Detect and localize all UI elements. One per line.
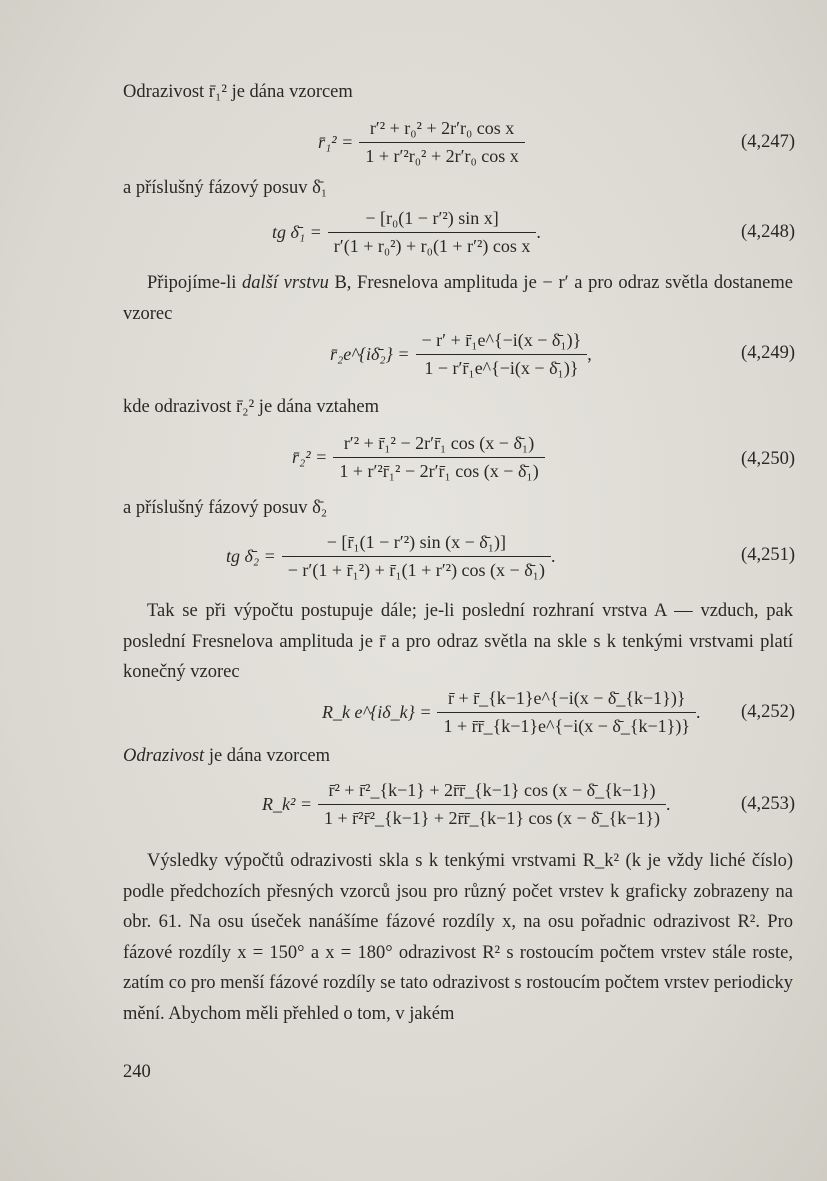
equation-4-248 [272, 208, 541, 257]
eq-numerator: r̄ + r̄_{k−1}e^{−i(x − δ̄_{k−1})} [447, 688, 686, 708]
paragraph-results: Výsledky výpočtů odrazivosti skla s k tenkými vrstvami R_k² (k je vždy liché číslo) podle předchozích přesných vzorců jsou pro různý počet vrstev k graficky zobrazeny na obr. 61. Na osu úseček nanášíme fázové rozdíly x, na osu pořadnic odrazivost R². Pro fázové rozdíly x = 150° a x = 180° odrazivost R² s rostoucím počtem vrstev stále roste, zatím co pro menší fázové rozdíly se tato odrazivost s rostoucím počtem vrstev periodicky mění. Abychom měli přehled o tom, v jakém [123, 851, 793, 1024]
equation-4-249 [330, 330, 592, 379]
eq-lhs: tg δ̄₁ = [272, 222, 322, 242]
equation-4-252 [322, 688, 700, 737]
eq-lhs: R_k e^{iδ_k} = [322, 702, 432, 722]
equation-4-251 [226, 532, 555, 581]
eq-fraction [328, 208, 537, 257]
eq-denominator: r′(1 + r₀²) + r₀(1 + r′²) cos x [333, 236, 531, 256]
text-run: B, Fresnelova amplituda je − r′ a pro odraz světla dostaneme vzorec [123, 273, 793, 324]
eq-numerator: r̄² + r̄²_{k−1} + 2r̄r̄_{k−1} cos (x − δ̄_{k−1}) [328, 780, 656, 800]
paragraph-continue: Tak se při výpočtu postupuje dále; je-li poslední rozhraní vrstva A — vzduch, pak poslední Fresnelova amplituda je r̄ a pro odraz světla na skle s k tenkými vrstvami platí konečný vzorec [123, 601, 793, 682]
eq-lhs: r̄₂² = [292, 447, 328, 467]
eq-denominator: 1 + r̄r̄_{k−1}e^{−i(x − δ̄_{k−1})} [443, 716, 690, 736]
eq-fraction [282, 532, 551, 581]
eq-denominator: − r′(1 + r̄₁²) + r̄₁(1 + r′²) cos (x − δ̄₁) [287, 560, 545, 580]
eq-tail: . [536, 222, 541, 242]
equation-number: (4,250) [741, 449, 795, 469]
phase-line-1: a příslušný fázový posuv δ̄₁ [123, 178, 328, 198]
page-number: 240 [123, 1062, 151, 1082]
eq-lhs: tg δ̄₂ = [226, 546, 276, 566]
emphasis: Odrazivost [123, 746, 205, 766]
phase-line-2: a příslušný fázový posuv δ̄₂ [123, 498, 328, 518]
eq-tail: . [666, 794, 671, 814]
eq-fraction [437, 688, 696, 737]
eq-denominator: 1 + r′²r₀² + 2r′r₀ cos x [365, 146, 519, 166]
eq-numerator: − [r₀(1 − r′²) sin x] [365, 208, 499, 228]
eq-numerator: − [r̄₁(1 − r′²) sin (x − δ̄₁)] [326, 532, 506, 552]
reflectivity-line-k [123, 746, 330, 767]
text-run: je dána vzorcem [204, 746, 331, 766]
text-run: Připojíme-li [147, 273, 243, 293]
equation-4-250 [292, 433, 545, 482]
eq-fraction [333, 433, 544, 482]
reflectivity-line-2: kde odrazivost r̄₂² je dána vztahem [123, 397, 379, 417]
eq-denominator: 1 + r̄²r̄²_{k−1} + 2r̄r̄_{k−1} cos (x − δ̄_{k−1}) [324, 808, 661, 828]
emphasis: další vrstvu [242, 273, 329, 293]
equation-number: (4,253) [741, 794, 795, 814]
eq-tail: . [695, 702, 701, 722]
eq-numerator: r′² + r₀² + 2r′r₀ cos x [369, 118, 515, 138]
eq-tail: , [587, 344, 592, 364]
eq-denominator: 1 + r′²r̄₁² − 2r′r̄₁ cos (x − δ̄₁) [339, 461, 539, 481]
eq-denominator: 1 − r′r̄₁e^{−i(x − δ̄₁)} [424, 358, 579, 378]
equation-4-247 [318, 118, 525, 167]
paragraph-join [123, 268, 793, 329]
eq-tail: . [550, 546, 556, 566]
eq-fraction [359, 118, 525, 167]
eq-numerator: r′² + r̄₁² − 2r′r̄₁ cos (x − δ̄₁) [343, 433, 535, 453]
equation-number: (4,251) [741, 545, 795, 565]
equation-number: (4,249) [741, 343, 795, 363]
intro-line: Odrazivost r̄₁² je dána vzorcem [123, 82, 353, 102]
eq-fraction [318, 780, 666, 829]
eq-numerator: − r′ + r̄₁e^{−i(x − δ̄₁)} [421, 330, 582, 350]
eq-lhs: r̄₂e^{iδ̄₂} = [330, 344, 410, 364]
eq-lhs: R_k² = [262, 794, 313, 814]
eq-fraction [416, 330, 588, 379]
equation-4-253 [262, 780, 671, 829]
equation-number: (4,252) [741, 702, 795, 722]
eq-lhs: r̄₁² = [318, 132, 354, 152]
equation-number: (4,248) [741, 222, 795, 242]
equation-number: (4,247) [741, 132, 795, 152]
